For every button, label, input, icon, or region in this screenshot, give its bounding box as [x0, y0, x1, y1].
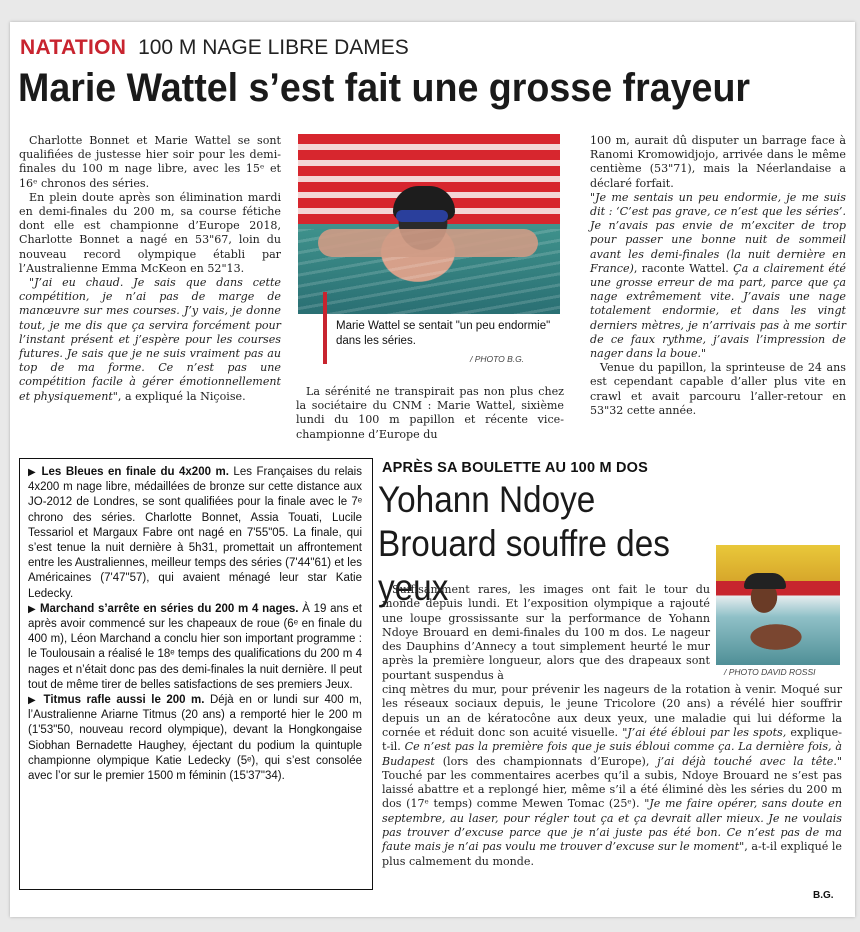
- sidebar-item-text: À 19 ans et après avoir commencé sur les chapeaux de roue (6ᵉ en finale du 400 m), Léon Marchand a conclu hier son important programme : le Toulousain a réalisé le 18ᵉ temps des qualifications du 200 m 4 nages et n’était donc pas des demi-finales la nuit dernière. Il peut tout de même tirer de belles satisfactions de ses premiers Jeux.: [28, 602, 362, 691]
- article1-paragraph: En plein doute après son élimination mardi en demi-finales du 200 m, sa course fétiche dont elle est championne d’Europe 2018, Charlotte Bonnet a nagé en 53"67, loin du nouveau record olympique établi par l’Australienne Emma McKeon en 52"13.: [19, 190, 281, 275]
- article1-column-2: [296, 385, 564, 442]
- newspaper-page: [10, 22, 855, 917]
- sidebar-box: [19, 458, 373, 890]
- caption-accent-bar: [323, 292, 327, 364]
- article1-quote-paragraph: [19, 276, 281, 404]
- swimmer-arms: [318, 229, 538, 257]
- marie-wattel-photo: [298, 134, 560, 314]
- section-subtitle: 100 M NAGE LIBRE DAMES: [138, 36, 409, 59]
- article1-column-3: [590, 134, 846, 418]
- article1-paragraph: La sérénité ne transpirait pas non plus chez la sociétaire du CNM : Marie Wattel, sixième lundi du 100 m papillon et récente vice-championne d’Europe du: [296, 385, 564, 441]
- article2-text: , a-t-il expliqué le plus calmement du monde.: [382, 840, 842, 868]
- sidebar-item-title: Les Bleues en finale du 4x200 m.: [41, 466, 229, 478]
- article2-quote: "Je me faire opérer, sans doute en septembre, au laser, pour régler tout ça et ça devrait aller mieux. Je ne voulais pas trouver d’excuse parce que je n’ai juste pas été bon. Ce n’est pas de ma faute mais je n’ai pas voulu me trouver d’excuse sur le moment": [382, 797, 843, 854]
- section-kicker: [20, 36, 409, 60]
- article2-text: Touché par les commentaires acerbes qu’il a subis, Ndoye Brouard ne s’est pas laissé abattre et a replongé hier, même s’il a été éliminé dès les séries du 200 m dos (17ᵉ temps) comme Mewen Tomac (25ᵉ).: [382, 768, 842, 811]
- article2-body: [382, 583, 842, 869]
- triangle-bullet-icon: ▶: [28, 603, 37, 615]
- sidebar-item: [28, 602, 362, 693]
- article1-column-1: [19, 134, 281, 404]
- article1-quote: "Je me sentais un peu endormie, je me suis dit : ‘C’est pas grave, ce n’est que les séries’. Je n’avais pas envie de m’exciter de trop pour passer une bonne nuit de sommeil avant les demi-finales (la nuit dernière en France): [590, 190, 846, 275]
- sidebar-item: [28, 693, 362, 784]
- section-category: NATATION: [20, 36, 127, 59]
- sidebar-item-text: Les Françaises du relais 4x200 m nage libre, médaillées de bronze sur cette distance aux JO-2012 de Londres, se sont qualifiées pour la finale avec le 7ᵉ chrono des séries. Charlotte Bonnet, Assia Touati, Lucile Tessariol et Margaux Fabre ont nagé en 7'55"05. La finale, qui s’est tenue la nuit dernière à 5h31, promettait un affrontement entre les Australiennes, meilleur temps des séries (7'44"61) et les Américaines (7'47"57), qui avaient ménagé leur star Katie Ledecky.: [28, 466, 362, 600]
- article1-quote: Ça a clairement été une grosse erreur de ma part, parce que ça nage extrêmement vite. J’avais une nage totalement endormie, et dans les vingt derniers mètres, je n’arrivais pas à me sortir de ce faux rythme, j’avais l’impression de nager dans la boue.": [590, 261, 846, 361]
- article2-quote: "J’ai été ébloui par les spots,: [622, 725, 787, 739]
- article2-text: cinq mètres du mur, pour prévenir les nageurs de la rotation à venir. Moqué sur les réseaux sociaux depuis, le jeune Tricolore (20 ans) a révélé hier souffrir depuis un an de kératocône aux deux yeux, une maladie qui lui déforme la cornée et réduit donc son acuité visuelle.: [382, 683, 842, 739]
- article1-paragraph: 100 m, aurait dû disputer un barrage face à Ranomi Kromowidjojo, arrivée dans le même centième (53"71), mais la Néerlandaise a déclaré forfait.: [590, 134, 846, 190]
- article2-text: explique-t-il.: [382, 725, 842, 754]
- article2-kicker: APRÈS SA BOULETTE AU 100 M DOS: [382, 460, 648, 476]
- article1-quote-paragraph: [590, 191, 846, 361]
- photo-credit: / PHOTO DAVID ROSSI: [724, 667, 816, 677]
- sidebar-item: [28, 465, 362, 602]
- article1-paragraph: Venue du papillon, la sprinteuse de 24 ans est cependant capable d’aller plus vite en crawl et avait parcouru l’aller-retour en 53"32 cette année.: [590, 361, 846, 417]
- article1-quote: "J’ai eu chaud. Je sais que dans cette compétition, je n’ai pas de marge de manœuvre sur mes courses. J’y vais, je donne tout, je me dis que ça servira forcément pour l’instant présent et j’espère pour les courses futures. Je sais que je ne suis vraiment pas au top de ma forme. Ce n’est pas une compétition facile à gérer émotionnellement et physiquement": [19, 276, 281, 403]
- triangle-bullet-icon: ▶: [28, 467, 37, 478]
- triangle-bullet-icon: ▶: [28, 695, 39, 707]
- article1-attribution: , a expliqué la Niçoise.: [117, 389, 246, 403]
- sidebar-item-title: Titmus rafle aussi le 200 m.: [43, 694, 205, 707]
- article2-wrapped-text: Suffisamment rares, les images ont fait le tour du monde depuis lundi. Et l’exposition olympique a rajouté une loupe grossissante sur la performance de Yohann Ndoye Brouard en demi-finales du 100 m dos. Le nageur des Dauphins d’Annecy a tout simplement heurté le mur après la première longueur, alors que des drapeaux sont pourtant suspendus à: [382, 583, 710, 682]
- article2-quote: j’ai déjà touché avec la tête.": [657, 754, 842, 768]
- photo-credit: / PHOTO B.G.: [470, 354, 525, 364]
- article2-quote: Ce n’est pas la première fois que je suis ébloui comme ça. La dernière fois, à Budapest: [382, 740, 843, 768]
- author-signature: B.G.: [813, 890, 834, 901]
- article1-paragraph: Charlotte Bonnet et Marie Wattel se sont qualifiées de justesse hier soir pour les demi-finales du 100 m nage libre, avec les 15ᵉ et 16ᵉ chronos des séries.: [19, 134, 281, 190]
- sidebar-item-title: Marchand s’arrête en séries du 200 m 4 nages.: [39, 602, 299, 615]
- article2-paragraph: [382, 583, 842, 869]
- sidebar-item-text: Déjà en or lundi sur 400 m, l’Australienne Ariarne Titmus (20 ans) a remporté hier le 200 m (1'53"50, nouveau record olympique), devant la Hongkongaise Siobhan Bernadette Haughey, éjectant du podium la quintuple championne olympique Katie Ledecky (5ᵉ), qui s’est consolée avec l’or sur le premier 1500 m féminin (15'37"34).: [28, 694, 362, 783]
- article1-attribution: , raconte Wattel.: [633, 261, 729, 275]
- photo-caption: Marie Wattel se sentait "un peu endormie" dans les séries.: [336, 320, 551, 347]
- article2-text: (lors des championnats d’Europe),: [442, 754, 650, 768]
- main-headline: Marie Wattel s’est fait une grosse frayeur: [18, 66, 751, 110]
- goggles: [396, 210, 448, 222]
- article2-headline: Yohann Ndoye Brouard souffre des yeux: [378, 479, 670, 608]
